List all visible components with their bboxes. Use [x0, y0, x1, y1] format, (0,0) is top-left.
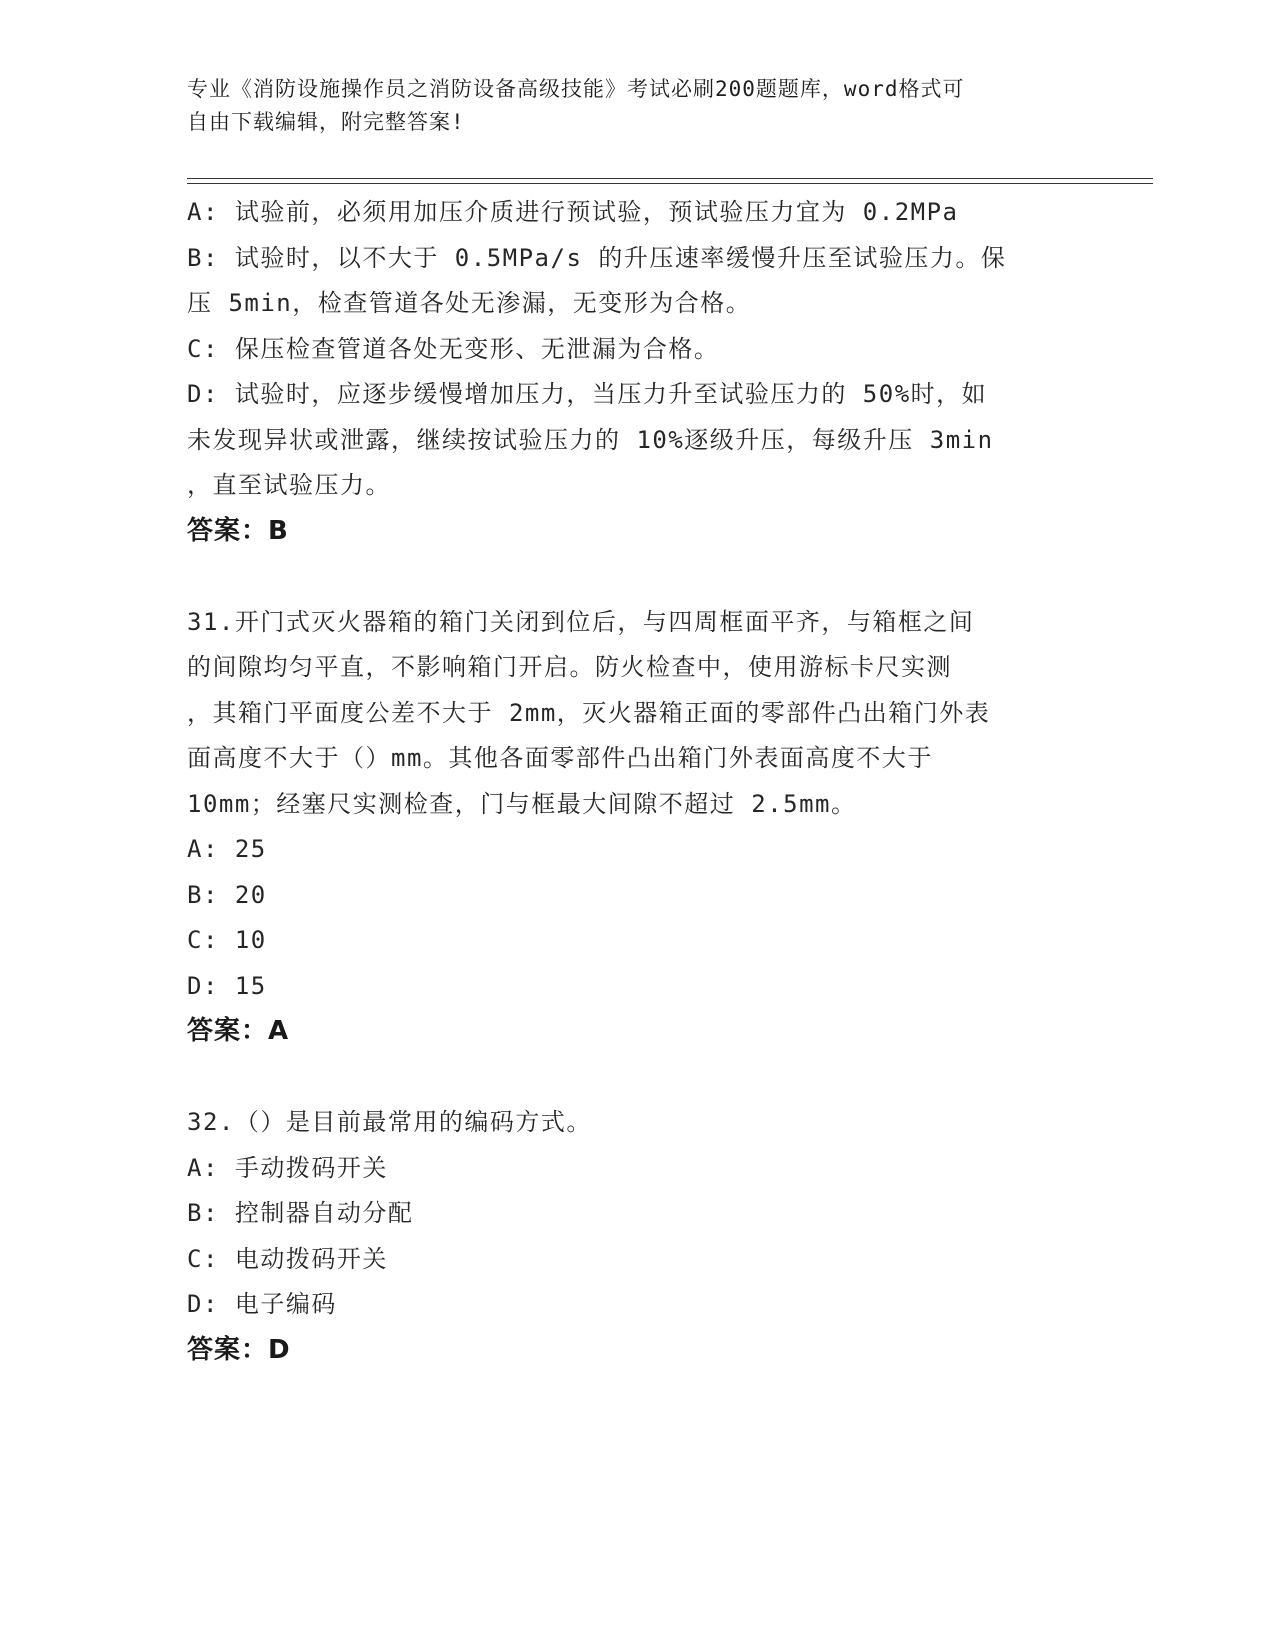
- option-a: A: 25: [187, 835, 267, 863]
- option-d-line-3: ，直至试验压力。: [187, 471, 391, 499]
- answer-label: 答案：A: [187, 1016, 290, 1046]
- option-b: B: 控制器自动分配: [187, 1199, 414, 1227]
- option-d-line-2: 未发现异状或泄露，继续按试验压力的 10%逐级升压，每级升压 3min: [187, 425, 994, 454]
- header-line-1: 专业《消防设施操作员之消防设备高级技能》考试必刷200题题库，word格式可: [187, 77, 965, 101]
- header-line-2: 自由下载编辑，附完整答案!: [187, 110, 465, 134]
- option-d: D: 电子编码: [187, 1290, 337, 1318]
- option-c: C: 10: [187, 926, 267, 954]
- answer-label: 答案：D: [187, 1334, 291, 1365]
- answer-label: 答案：B: [187, 515, 289, 546]
- option-b: B: 20: [187, 880, 267, 909]
- document-header: [187, 73, 1067, 139]
- question-32: [187, 1100, 1087, 1373]
- option-b-line-2: 压 5min，检查管道各处无渗漏，无变形为合格。: [187, 289, 752, 317]
- option-d: D: 15: [187, 971, 267, 1000]
- question-31: [187, 600, 1087, 1055]
- spacer: [187, 554, 1087, 600]
- option-c: C: 电动拨码开关: [187, 1244, 388, 1273]
- question-stem-line-2: 的间隙均匀平直，不影响箱门开启。防火检查中，使用游标卡尺实测: [187, 653, 952, 681]
- question-stem-line-5: 10mm；经塞尺实测检查，门与框最大间隙不超过 2.5mm。: [187, 789, 857, 818]
- question-content: [187, 190, 1087, 1373]
- question-30: [187, 190, 1087, 554]
- option-a: A: 试验前，必须用加压介质进行预试验，预试验压力宜为 0.2MPa: [187, 198, 959, 226]
- option-c: C: 保压检查管道各处无变形、无泄漏为合格。: [187, 334, 720, 363]
- spacer: [187, 1055, 1087, 1101]
- question-stem-line-1: 31.开门式灭火器箱的箱门关闭到位后，与四周框面平齐，与箱框之间: [187, 607, 975, 636]
- question-stem-line-4: 面高度不大于（）mm。其他各面零部件凸出箱门外表面高度不大于: [187, 744, 933, 772]
- question-stem: 32.（）是目前最常用的编码方式。: [187, 1108, 592, 1136]
- question-stem-line-3: ，其箱门平面度公差不大于 2mm，灭火器箱正面的零部件凸出箱门外表: [187, 698, 991, 727]
- option-a: A: 手动拨码开关: [187, 1153, 388, 1182]
- header-divider-bottom: [187, 183, 1153, 184]
- header-divider-top: [187, 178, 1153, 179]
- option-b-line-1: B: 试验时，以不大于 0.5MPa/s 的升压速率缓慢升压至试验压力。保: [187, 243, 1007, 272]
- option-d-line-1: D: 试验时，应逐步缓慢增加压力，当压力升至试验压力的 50%时，如: [187, 380, 988, 408]
